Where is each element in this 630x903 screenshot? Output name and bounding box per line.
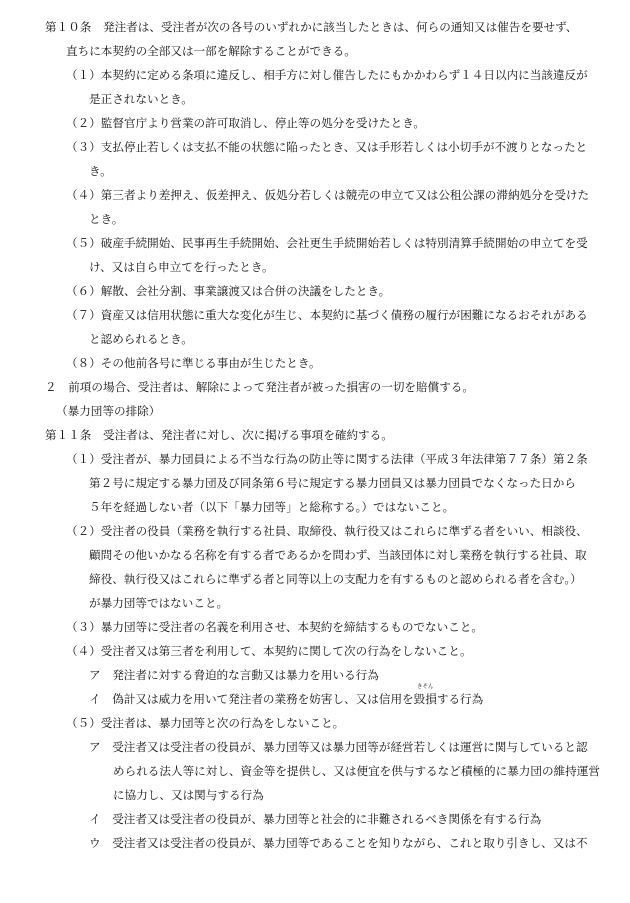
- article-10-item-3-cont: き。: [89, 164, 112, 178]
- article-10-item-7: （７）資産又は信用状態に重大な変化が生じ、本契約に基づく債務の履行が困難になるおそれがある: [66, 308, 588, 322]
- article-11-item-2-cont-b: 締役、執行役又はこれらに準ずる者と同等以上の支配力を有するものと認められる者を含む。）: [89, 572, 582, 586]
- article-10-heading-cont: 直ちに本契約の全部又は一部を解除することができる。: [66, 44, 356, 58]
- article-10-item-1-cont: 是正されないとき。: [89, 92, 193, 106]
- article-11-item-2: （２）受注者の役員（業務を執行する社員、取締役、執行役又はこれらに準ずる者をいい、相談役、: [66, 524, 588, 538]
- article-11-item-5-a: ア 受注者又は受注者の役員が、暴力団等又は暴力団等が経営若しくは運営に関与していると認: [89, 740, 588, 754]
- article-10-heading: 第１０条 発注者は、受注者が次の各号のいずれかに該当したときは、何らの通知又は催告を要せず、: [45, 20, 578, 34]
- article-11-heading: 第１１条 受注者は、発注者に対し、次に掲げる事項を確約する。: [45, 428, 393, 442]
- ruby-line-after: する行為: [436, 692, 484, 706]
- article-11-item-5-i: イ 受注者又は受注者の役員が、暴力団等と社会的に非難されるべき関係を有する行為: [89, 812, 542, 826]
- ruby-line-before: イ 偽計又は威力を用いて発注者の業務を妨害し、又は信用を: [89, 692, 414, 706]
- article-10-item-2: （２）監督官庁より営業の許可取消し、停止等の処分を受けたとき。: [66, 116, 425, 130]
- article-10-item-5-cont: け、又は自ら申立てを行ったとき。: [89, 260, 274, 274]
- article-11-item-5-a-cont-b: に協力し、又は関与する行為: [113, 788, 264, 802]
- ruby-word: [413, 684, 437, 707]
- article-11-item-1: （１）受注者が、暴力団員による不当な行為の防止等に関する法律（平成３年法律第７７条）第２条: [66, 452, 588, 466]
- article-11-item-1-cont-b: ５年を経過しない者（以下「暴力団等」と総称する。）ではないこと。: [89, 500, 455, 514]
- article-11-item-5: （５）受注者は、暴力団等と次の行為をしないこと。: [66, 716, 345, 730]
- article-11-item-4-i: [89, 684, 484, 707]
- article-11-item-1-cont-a: 第２号に規定する暴力団及び同条第６号に規定する暴力団員又は暴力団員でなくなった日から: [89, 476, 576, 490]
- article-11-item-3: （３）暴力団等に受注者の名義を利用させ、本契約を締結するものでないこと。: [66, 620, 484, 634]
- article-10-item-5: （５）破産手続開始、民事再生手続開始、会社更生手続開始若しくは特別清算手続開始の申立てを受: [66, 236, 588, 250]
- article-11-item-5-u: ウ 受注者又は受注者の役員が、暴力団等であることを知りながら、これと取り引きし、又は不: [89, 836, 588, 850]
- article-10-item-1: （１）本契約に定める条項に違反し、相手方に対し催告したにもかかわらず１４日以内に当該違反が: [66, 68, 588, 82]
- ruby-reading: きそん: [416, 684, 434, 690]
- article-10-paragraph-2: ２ 前項の場合、受注者は、解除によって発注者が被った損害の一切を賠償する。: [45, 380, 474, 394]
- article-11-item-4-a: ア 発注者に対する脅迫的な言動又は暴力を用いる行為: [89, 668, 379, 682]
- article-10-item-3: （３）支払停止若しくは支払不能の状態に陥ったとき、又は手形若しくは小切手が不渡りとなったと: [66, 140, 588, 154]
- article-11-item-2-cont-c: が暴力団等ではないこと。: [89, 596, 229, 610]
- article-10-item-4-cont: とき。: [89, 212, 124, 226]
- section-caption-antisocial: （暴力団等の排除）: [56, 404, 161, 418]
- article-11-item-4: （４）受注者又は第三者を利用して、本契約に関して次の行為をしないこと。: [66, 644, 472, 658]
- article-10-item-4: （４）第三者より差押え、仮差押え、仮処分若しくは競売の申立て又は公租公課の滞納処分を受けた: [66, 188, 590, 202]
- article-10-item-8: （８）その他前各号に準じる事由が生じたとき。: [66, 356, 321, 370]
- article-11-item-2-cont-a: 顧問その他いかなる名称を有する者であるかを問わず、当該団体に対し業務を執行する社員、取: [89, 548, 587, 562]
- article-10-item-7-cont: と認められるとき。: [89, 332, 193, 346]
- ruby-base: 毀損: [413, 692, 437, 706]
- article-11-item-5-a-cont-a: められる法人等に対し、資金等を提供し、又は便宜を供与するなど積極的に暴力団の維持運営: [113, 764, 600, 778]
- article-10-item-6: （６）解散、会社分割、事業譲渡又は合併の決議をしたとき。: [66, 284, 391, 298]
